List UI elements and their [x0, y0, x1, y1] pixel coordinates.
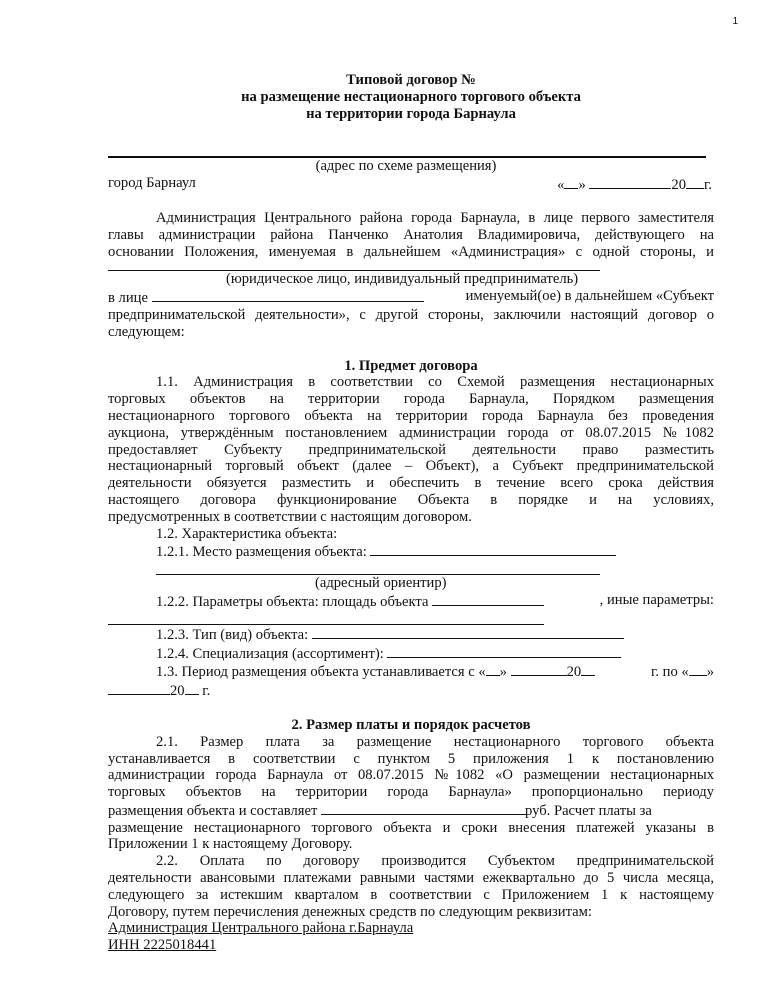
document-title	[108, 72, 714, 122]
title-line-2: на размещение нестационарного торгового объекта	[241, 88, 581, 105]
title-line-1: Типовой договор №	[346, 72, 476, 88]
entity-caption: (юридическое лицо, индивидуальный предприниматель)	[226, 271, 579, 288]
preamble: Администрация Центрального района города Барнаула, в лице первого заместителя главы администрации района Панченко Анатолия Владимировича, действующего на основании Положения, именуемая в дальнейшем «Администрация» с одной стороны, и (юридическое лицо, индивидуальный предприниматель) в лице именуемый(ое) в дальнейшем «Субъект предпринимательской деятельности», с другой стороны, заключили настоящий договор о следующем:	[108, 209, 714, 340]
address-landmark-caption: (адресный ориентир)	[315, 575, 447, 592]
section-2-title: 2. Размер платы и порядок расчетов	[291, 716, 531, 733]
clause-1-2-2: 1.2.2. Параметры объекта: площадь объекта , иные параметры:	[156, 591, 714, 610]
section-1-title: 1. Предмет договора	[344, 357, 478, 374]
area-blank	[432, 592, 544, 606]
city-date-row	[108, 175, 714, 194]
year-blank	[686, 175, 704, 189]
clause-1-1: 1.1. Администрация в соответствии со Схемой размещения нестационарных торговых объектов на территории города Барнаула, Порядком размещения нестационарного торгового объекта на территории города Барнаула без проведения аукциона, утверждённым постановлением администрации города от 08.07.2015 №1082 предоставляет Субъекту предпринимательской деятельности право разместить нестационарный торговый объект (далее – Объект), а Субъект предпринимательской деятельности обязуется разместить и обеспечить в течение всего срока действия настоящего договора функционирование Объекта в порядке и на условиях, предусмотренных в соответствии с настоящим договором.	[108, 374, 714, 525]
fee-amount-blank	[321, 801, 527, 815]
representative-blank	[152, 288, 424, 302]
address-caption: (адрес по схеме размещения)	[315, 158, 497, 175]
type-blank	[312, 625, 624, 639]
title-line-3: на территории города Барнаула	[306, 105, 516, 122]
document-body	[108, 72, 714, 954]
month-blank	[589, 175, 671, 189]
location-blank	[370, 542, 616, 556]
day-blank	[564, 175, 578, 189]
payee-inn: ИНН 2225018441	[108, 937, 217, 954]
clause-1-2-1: 1.2.1. Место размещения объекта:	[156, 542, 714, 561]
address-blank-line	[108, 148, 706, 158]
parameters-blank	[108, 611, 544, 625]
clause-1-2-3: 1.2.3. Тип (вид) объекта:	[156, 625, 714, 644]
contract-date: « » 20 г.	[557, 177, 712, 194]
page-number: 1	[732, 16, 738, 27]
clause-1-3-end: 20 г.	[108, 681, 714, 700]
clause-1-2: 1.2. Характеристика объекта: 1.2.1. Место размещения объекта:	[108, 526, 714, 562]
payee-name: Администрация Центрального района г.Барнаула	[108, 920, 414, 937]
specialization-blank	[387, 644, 621, 658]
in-person-row: в лице именуемый(ое) в дальнейшем «Субъект	[108, 288, 714, 307]
city-label: город Барнаул	[108, 175, 196, 192]
entity-blank-line	[108, 260, 600, 271]
clause-2-1: 2.1. Размер плата за размещение нестационарного торгового объекта устанавливается в соответствии с пунктом 5 приложения 1 к постановлению администрации города Барнаула от 08.07.2015 №1082 «О размещении нестационарных торговых объектов на территории города Барнаула» пропорционально периоду размещения объекта и составляет руб. Расчет платы за размещение нестационарного торгового объекта и сроки внесения платежей указаны в Приложении 1 к настоящему Договору.	[108, 733, 714, 853]
clause-1-2-4: 1.2.4. Специализация (ассортимент):	[156, 644, 714, 663]
location-blank-2	[156, 561, 600, 575]
clause-2-2: 2.2. Оплата по договору производится Субъектом предпринимательской деятельности авансовыми платежами равными частями ежеквартально до 5 числа месяца, следующего за истекшим кварталом в соответствии с Приложением 1 к настоящему Договору, путем перечисления денежных средств по следующим реквизитам: Администрация Центрального района г.Барнаула ИНН 2225018441	[108, 853, 714, 954]
clause-1-3: 1.3. Период размещения объекта устанавливается с « » 20 г. по « »	[156, 664, 714, 681]
